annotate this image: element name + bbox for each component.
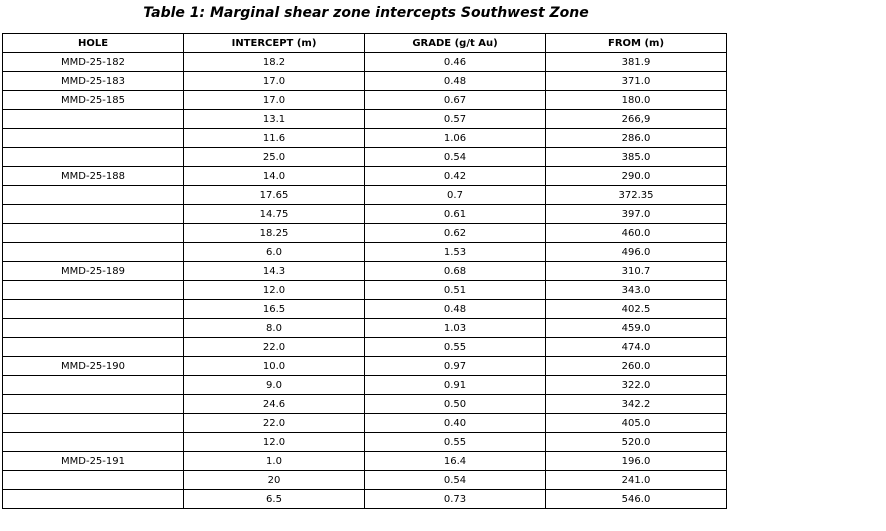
cell-from: 196.0 (546, 452, 727, 471)
cell-hole (3, 433, 184, 452)
cell-hole (3, 338, 184, 357)
cell-intercept: 11.6 (184, 129, 365, 148)
cell-grade: 1.03 (365, 319, 546, 338)
cell-grade: 0.68 (365, 262, 546, 281)
cell-from: 322.0 (546, 376, 727, 395)
cell-hole: MMD-25-190 (3, 357, 184, 376)
cell-intercept: 6.5 (184, 490, 365, 509)
cell-intercept: 22.0 (184, 338, 365, 357)
cell-grade: 0.55 (365, 433, 546, 452)
cell-grade: 0.57 (365, 110, 546, 129)
cell-hole (3, 243, 184, 262)
column-header-hole: HOLE (3, 34, 184, 53)
table-row (3, 319, 727, 338)
cell-intercept: 12.0 (184, 281, 365, 300)
cell-intercept: 16.5 (184, 300, 365, 319)
cell-grade: 0.73 (365, 490, 546, 509)
cell-grade: 0.67 (365, 91, 546, 110)
table-row (3, 110, 727, 129)
cell-intercept: 14.75 (184, 205, 365, 224)
cell-from: 266,9 (546, 110, 727, 129)
column-header-intercept: INTERCEPT (m) (184, 34, 365, 53)
cell-intercept: 14.3 (184, 262, 365, 281)
table-row (3, 471, 727, 490)
cell-grade: 0.51 (365, 281, 546, 300)
cell-from: 460.0 (546, 224, 727, 243)
cell-hole (3, 395, 184, 414)
cell-from: 474.0 (546, 338, 727, 357)
table-row (3, 205, 727, 224)
table-header-row (3, 34, 727, 53)
cell-from: 459.0 (546, 319, 727, 338)
cell-hole (3, 319, 184, 338)
cell-grade: 0.46 (365, 53, 546, 72)
column-header-from: FROM (m) (546, 34, 727, 53)
cell-from: 241.0 (546, 471, 727, 490)
table-row (3, 167, 727, 186)
cell-from: 397.0 (546, 205, 727, 224)
table-row (3, 129, 727, 148)
cell-intercept: 9.0 (184, 376, 365, 395)
cell-from: 381.9 (546, 53, 727, 72)
cell-intercept: 18.25 (184, 224, 365, 243)
intercepts-table (2, 33, 727, 509)
table-row (3, 452, 727, 471)
cell-from: 496.0 (546, 243, 727, 262)
table-caption: Table 1: Marginal shear zone intercepts Southwest Zone (143, 5, 589, 21)
cell-intercept: 14.0 (184, 167, 365, 186)
cell-hole (3, 129, 184, 148)
table-row (3, 300, 727, 319)
table-row (3, 376, 727, 395)
cell-intercept: 17.0 (184, 72, 365, 91)
cell-from: 520.0 (546, 433, 727, 452)
table-row (3, 72, 727, 91)
cell-grade: 0.50 (365, 395, 546, 414)
table-row (3, 281, 727, 300)
cell-from: 290.0 (546, 167, 727, 186)
cell-intercept: 22.0 (184, 414, 365, 433)
table-body (3, 53, 727, 509)
cell-hole: MMD-25-183 (3, 72, 184, 91)
cell-grade: 0.42 (365, 167, 546, 186)
cell-from: 342.2 (546, 395, 727, 414)
cell-from: 180.0 (546, 91, 727, 110)
table-row (3, 148, 727, 167)
cell-grade: 1.53 (365, 243, 546, 262)
cell-hole: MMD-25-191 (3, 452, 184, 471)
cell-grade: 0.62 (365, 224, 546, 243)
cell-from: 286.0 (546, 129, 727, 148)
cell-hole (3, 376, 184, 395)
table-row (3, 395, 727, 414)
cell-hole (3, 490, 184, 509)
cell-grade: 0.55 (365, 338, 546, 357)
table-row (3, 53, 727, 72)
cell-hole (3, 414, 184, 433)
cell-hole (3, 300, 184, 319)
cell-from: 372.35 (546, 186, 727, 205)
cell-from: 546.0 (546, 490, 727, 509)
cell-hole (3, 281, 184, 300)
cell-from: 385.0 (546, 148, 727, 167)
table-row (3, 338, 727, 357)
table-row (3, 186, 727, 205)
cell-grade: 0.54 (365, 471, 546, 490)
cell-hole: MMD-25-188 (3, 167, 184, 186)
cell-grade: 0.48 (365, 300, 546, 319)
table-row (3, 490, 727, 509)
table-row (3, 262, 727, 281)
cell-grade: 0.40 (365, 414, 546, 433)
cell-from: 310.7 (546, 262, 727, 281)
cell-intercept: 17.65 (184, 186, 365, 205)
cell-hole (3, 186, 184, 205)
cell-hole (3, 205, 184, 224)
column-header-grade: GRADE (g/t Au) (365, 34, 546, 53)
cell-grade: 0.54 (365, 148, 546, 167)
cell-from: 402.5 (546, 300, 727, 319)
table-row (3, 433, 727, 452)
table-row (3, 357, 727, 376)
cell-from: 260.0 (546, 357, 727, 376)
cell-hole: MMD-25-185 (3, 91, 184, 110)
cell-hole (3, 110, 184, 129)
cell-hole (3, 148, 184, 167)
cell-grade: 1.06 (365, 129, 546, 148)
cell-intercept: 25.0 (184, 148, 365, 167)
cell-grade: 16.4 (365, 452, 546, 471)
cell-intercept: 6.0 (184, 243, 365, 262)
table-row (3, 243, 727, 262)
cell-hole: MMD-25-182 (3, 53, 184, 72)
table-row (3, 91, 727, 110)
table-row (3, 414, 727, 433)
cell-from: 405.0 (546, 414, 727, 433)
cell-grade: 0.91 (365, 376, 546, 395)
cell-grade: 0.61 (365, 205, 546, 224)
cell-grade: 0.7 (365, 186, 546, 205)
cell-intercept: 10.0 (184, 357, 365, 376)
cell-intercept: 13.1 (184, 110, 365, 129)
cell-grade: 0.97 (365, 357, 546, 376)
cell-hole: MMD-25-189 (3, 262, 184, 281)
cell-from: 343.0 (546, 281, 727, 300)
table-row (3, 224, 727, 243)
cell-intercept: 1.0 (184, 452, 365, 471)
cell-intercept: 24.6 (184, 395, 365, 414)
cell-grade: 0.48 (365, 72, 546, 91)
cell-hole (3, 471, 184, 490)
cell-intercept: 18.2 (184, 53, 365, 72)
cell-intercept: 8.0 (184, 319, 365, 338)
cell-hole (3, 224, 184, 243)
cell-intercept: 12.0 (184, 433, 365, 452)
cell-intercept: 20 (184, 471, 365, 490)
cell-intercept: 17.0 (184, 91, 365, 110)
cell-from: 371.0 (546, 72, 727, 91)
